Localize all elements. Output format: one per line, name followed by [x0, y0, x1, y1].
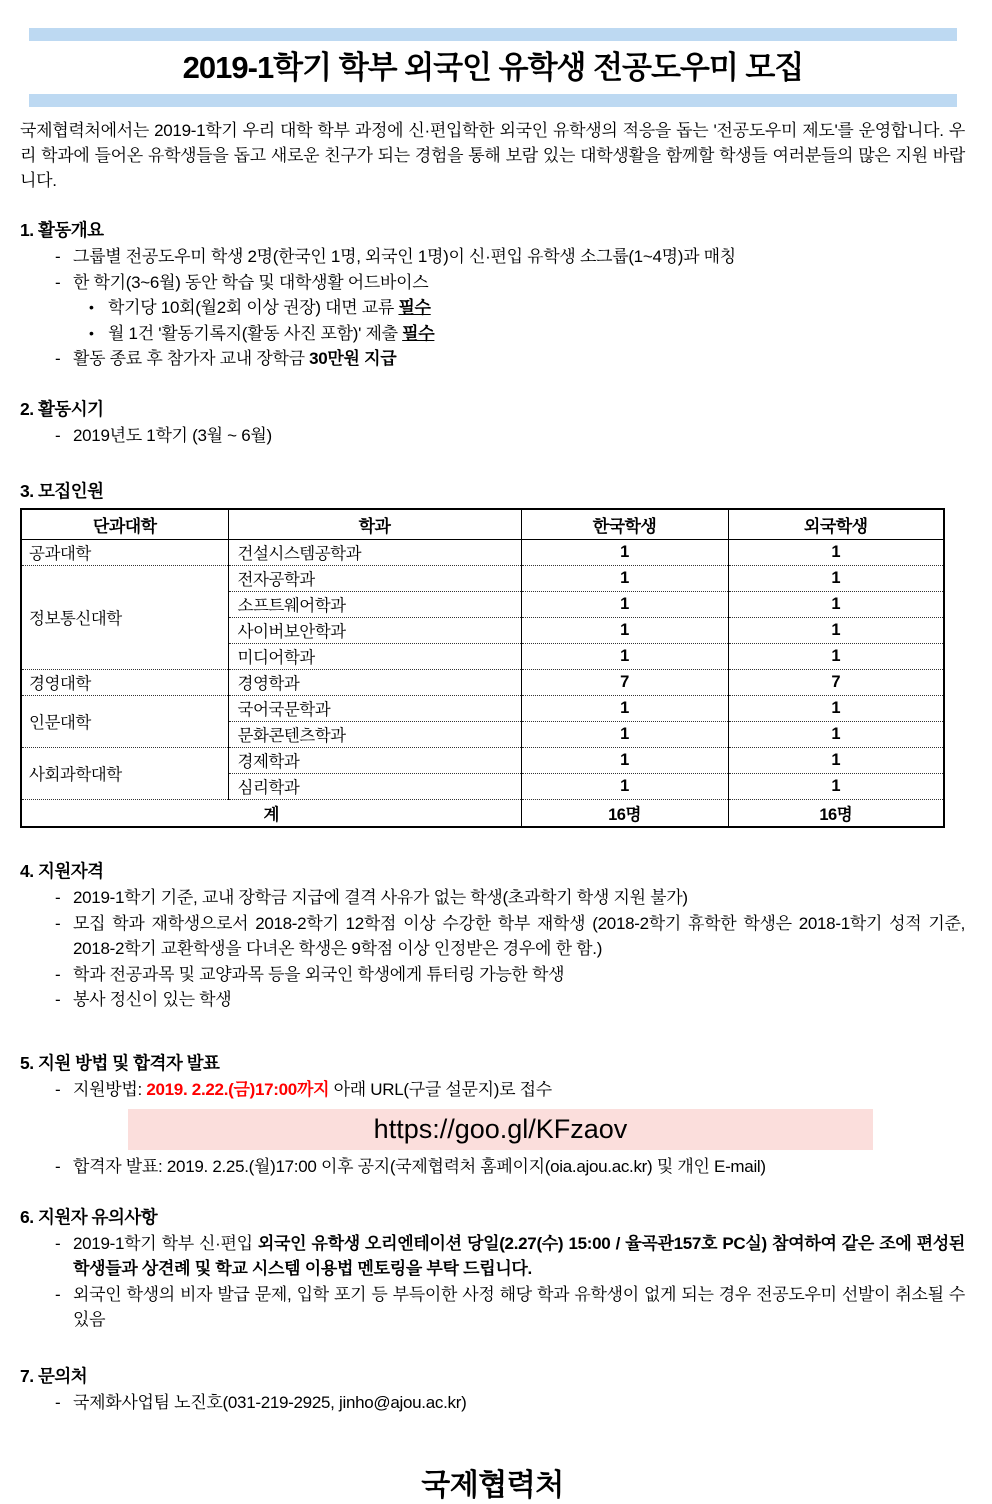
- title-banner: [29, 28, 957, 107]
- department-cell: 경영학과: [228, 669, 521, 695]
- recruitment-table-body: [21, 539, 944, 827]
- item-list: [20, 1390, 965, 1416]
- department-cell: 건설시스템공학과: [228, 539, 521, 565]
- text-segment: 지원방법:: [73, 1079, 147, 1099]
- column-header: 학과: [228, 509, 521, 539]
- text-segment: 국제협력처에서는 2019-1학기 우리 대학 학부 과정에 신·편입학한 외국인 유학생의 적응을 돕는 '전공도우미 제도'를 운영합니다. 우리 학과에 들어온 유학생들을 돕고 새로운 친구가 되는 경험을 통해 보람 있는 대학생활을 함께할 학생들 여러분들의 많은 지원 바랍니다.: [20, 121, 965, 190]
- korean-student-count: 1: [521, 643, 728, 669]
- text-segment: 학기당 10회(월2회 이상 권장) 대면 교류: [108, 298, 399, 317]
- application-url-box: [128, 1109, 873, 1150]
- list-item: [20, 911, 965, 962]
- recruitment-table: [20, 508, 945, 828]
- korean-student-count: 1: [521, 695, 728, 721]
- item-list: [20, 1231, 965, 1333]
- column-header: 외국학생: [728, 509, 944, 539]
- foreign-student-count: 7: [728, 669, 944, 695]
- table-total-row: [21, 799, 944, 827]
- text-segment: 30만원 지급: [309, 349, 397, 368]
- section-eligibility: [20, 859, 965, 1013]
- list-item: [20, 962, 965, 988]
- heading-eligibility: 4. 지원자격: [20, 861, 104, 881]
- column-header: 한국학생: [521, 509, 728, 539]
- bullet-marker: -: [55, 913, 61, 933]
- bullet-marker: -: [55, 990, 61, 1009]
- table-header-row: [21, 509, 944, 539]
- korean-student-count: 1: [521, 591, 728, 617]
- list-item: [20, 346, 965, 372]
- heading-applicant-notes: 6. 지원자 유의사항: [20, 1206, 158, 1227]
- bullet-marker: -: [55, 425, 61, 445]
- text-segment: 모집 학과 재학생으로서 2018-2학기 12학점 이상 수강한 학부 재학생 (2018-2학기 휴학한 학생은 2018-1학기 성적 기준, 2018-2학기 교환학생을 다녀온 학생은 9학점 이상 인정받은 경우에 한 함.): [73, 913, 965, 958]
- text-segment: 그룹별 전공도우미 학생 2명(한국인 1명, 외국인 1명)이 신·편입 유학생 소그룹(1~4명)과 매칭: [73, 247, 736, 266]
- foreign-student-count: 1: [728, 565, 944, 591]
- text-segment: 2019-1학기 기준, 교내 장학금 지급에 결격 사유가 없는 학생(초과학기 학생 지원 불가): [73, 888, 688, 907]
- bullet-marker: -: [55, 349, 61, 368]
- heading-contact: 7. 문의처: [20, 1365, 88, 1386]
- bullet-marker: -: [55, 964, 61, 984]
- korean-student-count: 1: [521, 565, 728, 591]
- foreign-student-count: 1: [728, 643, 944, 669]
- text-segment: 필수: [398, 298, 431, 317]
- text-segment: 2019. 2.22.(금)17:00까지: [146, 1079, 330, 1099]
- intro-paragraph: [20, 118, 965, 193]
- item-list: [20, 423, 965, 449]
- college-cell: 공과대학: [21, 539, 228, 565]
- section-activity-overview: [20, 218, 965, 372]
- page-title: 2019-1학기 학부 외국인 유학생 전공도우미 모집: [182, 50, 804, 85]
- text-segment: 봉사 정신이 있는 학생: [73, 990, 232, 1009]
- section-applicant-notes: [20, 1205, 965, 1333]
- table-row: [21, 669, 944, 695]
- department-cell: 소프트웨어학과: [228, 591, 521, 617]
- bullet-marker: -: [55, 1233, 61, 1253]
- column-header: 단과대학: [21, 509, 228, 539]
- department-cell: 전자공학과: [228, 565, 521, 591]
- department-cell: 심리학과: [228, 773, 521, 799]
- bullet-marker: •: [89, 299, 94, 315]
- text-segment: 합격자 발표: 2019. 2.25.(월)17:00 이후 공지(국제협력처 홈페이지(oia.ajou.ac.kr) 및 개인 E-mail): [73, 1157, 766, 1176]
- item-list: [20, 244, 965, 372]
- korean-student-count: 1: [521, 721, 728, 747]
- section-activity-period: [20, 397, 965, 449]
- korean-student-count: 1: [521, 539, 728, 565]
- list-item: [20, 270, 965, 296]
- section-contact: [20, 1364, 965, 1416]
- table-row: [21, 695, 944, 721]
- korean-student-count: 1: [521, 773, 728, 799]
- text-segment: 2019-1학기 학부 신·편입: [73, 1233, 258, 1253]
- college-cell: 경영대학: [21, 669, 228, 695]
- text-segment: 아래 URL(구글 설문지)로 접수: [329, 1079, 552, 1099]
- bullet-marker: •: [89, 324, 94, 341]
- department-cell: 경제학과: [228, 747, 521, 773]
- list-item: [20, 423, 965, 449]
- section-recruitment-numbers: [20, 479, 965, 828]
- korean-student-count: 1: [521, 617, 728, 643]
- heading-application: 5. 지원 방법 및 합격자 발표: [20, 1052, 220, 1073]
- foreign-student-count: 1: [728, 539, 944, 565]
- total-label-cell: 계: [21, 799, 521, 827]
- list-item: [20, 244, 965, 270]
- list-item: [20, 295, 965, 321]
- footer-org-name: 국제협력처: [421, 1469, 564, 1502]
- department-cell: 문화콘텐츠학과: [228, 721, 521, 747]
- bullet-marker: -: [55, 247, 61, 266]
- list-item: [20, 1077, 965, 1103]
- bullet-marker: -: [55, 1284, 61, 1304]
- bullet-marker: -: [55, 1392, 61, 1412]
- item-list: [20, 885, 965, 1013]
- text-segment: 월 1건 '활동기록지(활동 사진 포함)' 제출: [108, 323, 403, 343]
- foreign-student-count: 1: [728, 695, 944, 721]
- foreign-student-count: 1: [728, 591, 944, 617]
- college-cell: 사회과학대학: [21, 747, 228, 799]
- college-cell: 인문대학: [21, 695, 228, 747]
- foreign-student-count: 1: [728, 721, 944, 747]
- list-item: [20, 987, 965, 1013]
- list-item: [20, 1231, 965, 1282]
- table-row: [21, 747, 944, 773]
- table-row: [21, 539, 944, 565]
- list-item: [20, 1154, 965, 1180]
- text-segment: 활동 종료 후 참가자 교내 장학금: [73, 349, 310, 368]
- text-segment: 2019년도 1학기 (3월 ~ 6월): [73, 425, 272, 445]
- bullet-marker: -: [55, 272, 61, 292]
- section-application: [20, 1051, 965, 1180]
- application-url: https://goo.gl/KFzaov: [373, 1114, 628, 1144]
- list-item: [20, 321, 965, 347]
- bullet-marker: -: [55, 1157, 61, 1176]
- heading-activity-period: 2. 활동시기: [20, 398, 104, 419]
- text-segment: 필수: [402, 323, 435, 343]
- text-segment: 외국인 유학생 오리엔테이션 당일(2.27(수) 15:00 / 율곡관157호 PC실) 참여하여 같은 조에 편성된 학생들과 상견례 및 학교 시스템 이용법 멘토링을 부탁 드립니다.: [73, 1233, 965, 1278]
- bullet-marker: -: [55, 888, 61, 907]
- department-cell: 사이버보안학과: [228, 617, 521, 643]
- korean-student-count: 7: [521, 669, 728, 695]
- text-segment: 국제화사업팀 노진호(031-219-2925, jinho@ajou.ac.kr): [73, 1392, 467, 1412]
- korean-student-count: 1: [521, 747, 728, 773]
- total-korean-count: 16명: [521, 799, 728, 827]
- text-segment: 외국인 학생의 비자 발급 문제, 입학 포기 등 부득이한 사정 해당 학과 유학생이 없게 되는 경우 전공도우미 선발이 취소될 수 있음: [73, 1284, 965, 1329]
- text-segment: 한 학기(3~6월) 동안 학습 및 대학생활 어드바이스: [73, 272, 429, 292]
- college-cell: 정보통신대학: [21, 565, 228, 669]
- list-item: [20, 1282, 965, 1333]
- list-item: [20, 1390, 965, 1416]
- department-cell: 미디어학과: [228, 643, 521, 669]
- text-segment: 학과 전공과목 및 교양과목 등을 외국인 학생에게 튜터링 가능한 학생: [73, 964, 565, 984]
- bullet-marker: -: [55, 1079, 61, 1099]
- heading-activity-overview: 1. 활동개요: [20, 220, 104, 240]
- foreign-student-count: 1: [728, 773, 944, 799]
- item-list: [20, 1154, 965, 1180]
- department-cell: 국어국문학과: [228, 695, 521, 721]
- heading-recruitment-numbers: 3. 모집인원: [20, 481, 104, 501]
- recruitment-table-header: [21, 509, 944, 539]
- table-row: [21, 565, 944, 591]
- list-item: [20, 885, 965, 911]
- foreign-student-count: 1: [728, 747, 944, 773]
- total-foreign-count: 16명: [728, 799, 944, 827]
- foreign-student-count: 1: [728, 617, 944, 643]
- item-list: [20, 1077, 965, 1103]
